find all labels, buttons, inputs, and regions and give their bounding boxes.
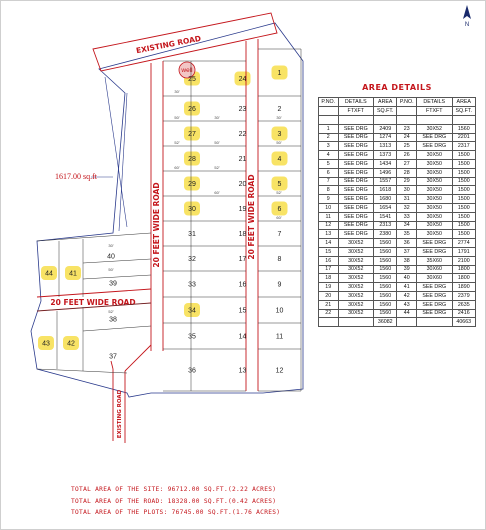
table-cell: SEE DRG [417, 283, 453, 292]
plot-number-29: 29 [188, 181, 196, 188]
plot-number-15: 15 [238, 307, 247, 315]
table-cell: 2635 [452, 300, 475, 309]
table-cell: 32 [397, 203, 417, 212]
plot-number-30: 30 [188, 206, 196, 213]
plot-number-42: 42 [67, 340, 75, 348]
plot-number-25: 25 [188, 76, 196, 83]
table-cell: 36082 [374, 318, 397, 327]
plot-number-6: 6 [277, 206, 282, 213]
table-cell: 34 [397, 221, 417, 230]
table-header-cell: SQ.FT. [374, 107, 397, 116]
table-cell: 1560 [374, 265, 397, 274]
plot-boundary-line [83, 259, 151, 263]
table-cell: 1560 [374, 291, 397, 300]
table-cell [397, 116, 417, 125]
table-cell: 1274 [374, 133, 397, 142]
table-cell [417, 318, 453, 327]
table-cell: 1500 [452, 195, 475, 204]
table-row [319, 212, 476, 221]
plot-number-36: 36 [188, 367, 196, 375]
table-cell: 8 [319, 186, 339, 195]
table-cell: 1313 [374, 142, 397, 151]
table-cell: 1890 [452, 283, 475, 292]
table-cell: 30X50 [417, 212, 453, 221]
table-cell: SEE DRG [417, 291, 453, 300]
dimension-mark: 52' [108, 309, 114, 314]
table-header-cell [397, 107, 417, 116]
table-header-cell: DETAILS [338, 98, 374, 107]
plot-number-41: 41 [69, 270, 77, 278]
table-cell: SEE DRG [338, 159, 374, 168]
table-row [319, 168, 476, 177]
adjacent-land [55, 77, 127, 231]
table-cell: 30X50 [417, 230, 453, 239]
table-cell: 1500 [452, 203, 475, 212]
table-cell: 41 [397, 283, 417, 292]
table-cell: SEE DRG [338, 230, 374, 239]
table-cell: 13 [319, 230, 339, 239]
table-cell: 35X60 [417, 256, 453, 265]
table-cell: 40 [397, 274, 417, 283]
table-cell: 26 [397, 151, 417, 160]
table-cell: 9 [319, 195, 339, 204]
table-cell: 30X52 [338, 291, 374, 300]
table-row [319, 124, 476, 133]
table-cell: 30X52 [338, 265, 374, 274]
table-row [319, 283, 476, 292]
table-cell: 40663 [452, 318, 475, 327]
vertical-road-left-label: 20 FEET WIDE ROAD [152, 182, 161, 268]
table-header-cell [319, 107, 339, 116]
dimension-mark: 52' [214, 165, 220, 170]
table-row [319, 309, 476, 318]
table-cell: SEE DRG [338, 195, 374, 204]
plot-number-10: 10 [275, 307, 284, 315]
plot-number-26: 26 [188, 106, 196, 113]
table-cell: SEE DRG [338, 142, 374, 151]
plot-number-20: 20 [238, 181, 247, 188]
plot-number-22: 22 [238, 131, 247, 138]
table-cell: 1557 [374, 177, 397, 186]
table-cell: 2 [319, 133, 339, 142]
table-cell: 30X50 [417, 177, 453, 186]
table-row [319, 239, 476, 248]
table-row [319, 177, 476, 186]
plot-number-24: 24 [238, 76, 247, 83]
table-cell: 1560 [452, 124, 475, 133]
table-header-row [319, 98, 476, 107]
table-cell: SEE DRG [338, 168, 374, 177]
existing-road-bottom-label: EXISTING ROAD [117, 389, 123, 439]
table-cell: 30X50 [417, 168, 453, 177]
table-row [319, 159, 476, 168]
dimension-mark: 30' [276, 115, 282, 120]
table-cell: SEE DRG [417, 133, 453, 142]
vertical-road-right-label: 20 FEET WIDE ROAD [247, 174, 256, 260]
table-cell: 1496 [374, 168, 397, 177]
plot-number-39: 39 [109, 280, 117, 288]
table-cell: 22 [319, 309, 339, 318]
table-cell: 1500 [452, 159, 475, 168]
table-row [319, 186, 476, 195]
table-cell: 30X50 [417, 159, 453, 168]
dimension-mark: 30' [174, 89, 180, 94]
table-cell: 1560 [374, 283, 397, 292]
table-cell: 4 [319, 151, 339, 160]
table-cell: 21 [319, 300, 339, 309]
table-header-cell: AREA [452, 98, 475, 107]
plot-number-3: 3 [277, 131, 282, 138]
table-cell: 1560 [374, 300, 397, 309]
table-cell: 12 [319, 221, 339, 230]
well-label: well [181, 67, 193, 74]
plot-number-7: 7 [277, 231, 282, 238]
dimension-mark: 60' [174, 165, 180, 170]
table-cell [319, 116, 339, 125]
table-row [319, 291, 476, 300]
horizontal-road [37, 289, 151, 311]
table-cell: 1560 [374, 256, 397, 265]
table-cell: 1560 [374, 274, 397, 283]
table-row [319, 195, 476, 204]
table-cell: 25 [397, 142, 417, 151]
table-row [319, 265, 476, 274]
plot-number-16: 16 [238, 281, 247, 289]
area-summary [71, 484, 280, 519]
vertical-road-right [246, 39, 258, 391]
plot-boundary-line [83, 275, 151, 279]
table-subheader-row [319, 107, 476, 116]
table-cell: 1500 [452, 212, 475, 221]
road-area-total: TOTAL AREA OF THE ROAD: 18328.00 SQ.FT.(0.42 ACRES) [71, 497, 277, 505]
table-header-cell: FTXFT [338, 107, 374, 116]
table-cell: 33 [397, 212, 417, 221]
table-cell: 30X60 [417, 274, 453, 283]
table-cell: 1654 [374, 203, 397, 212]
plot-number-31: 31 [188, 231, 196, 238]
table-cell: 2379 [452, 291, 475, 300]
plot-number-19: 19 [238, 206, 247, 213]
table-cell: 11 [319, 212, 339, 221]
table-row [319, 203, 476, 212]
plot-number-28: 28 [188, 156, 196, 163]
plot-number-1: 1 [277, 70, 282, 77]
plot-number-38: 38 [109, 316, 117, 324]
table-cell: SEE DRG [417, 309, 453, 318]
table-cell: 30X50 [417, 221, 453, 230]
site-area-total: TOTAL AREA OF THE SITE: 96712.00 SQ.FT.(2.22 ACRES) [71, 486, 277, 493]
compass-label: N [464, 22, 470, 27]
plot-number-12: 12 [275, 367, 284, 375]
dimension-mark: 50' [108, 267, 114, 272]
table-cell: 42 [397, 291, 417, 300]
table-cell: 44 [397, 309, 417, 318]
table-row [319, 133, 476, 142]
table-cell: 1500 [452, 177, 475, 186]
table-cell: 24 [397, 133, 417, 142]
plot-number-32: 32 [188, 256, 196, 263]
table-cell: 1560 [374, 309, 397, 318]
table-cell: 19 [319, 283, 339, 292]
table-cell: 1680 [374, 195, 397, 204]
plot-number-43: 43 [42, 340, 50, 348]
table-cell: 6 [319, 168, 339, 177]
table-cell: 2201 [452, 133, 475, 142]
table-cell: 30X52 [338, 247, 374, 256]
table-cell: 16 [319, 256, 339, 265]
plot-boundary-line [37, 233, 151, 241]
table-spacer-row [319, 116, 476, 125]
table-cell: 1791 [452, 247, 475, 256]
table-cell [338, 318, 374, 327]
dimension-mark: 60' [214, 190, 220, 195]
dimension-mark: 30' [214, 115, 220, 120]
table-row [319, 256, 476, 265]
table-row [319, 247, 476, 256]
table-cell: 1500 [452, 221, 475, 230]
table-cell: 15 [319, 247, 339, 256]
table-cell [338, 116, 374, 125]
table-cell: 30X60 [417, 265, 453, 274]
table-cell: SEE DRG [417, 239, 453, 248]
table-cell: 2100 [452, 256, 475, 265]
table-cell: 30X52 [338, 309, 374, 318]
table-cell: 5 [319, 159, 339, 168]
table-cell: 1618 [374, 186, 397, 195]
existing-road-top-label: EXISTING ROAD [135, 33, 202, 56]
table-cell: 7 [319, 177, 339, 186]
table-header-cell: SQ.FT. [452, 107, 475, 116]
table-cell: 37 [397, 247, 417, 256]
table-cell: 1500 [452, 186, 475, 195]
table-cell: SEE DRG [338, 177, 374, 186]
plot-number-13: 13 [238, 367, 247, 375]
table-cell: 30X52 [338, 283, 374, 292]
table-cell: 30X52 [338, 239, 374, 248]
table-cell: 18 [319, 274, 339, 283]
table-row [319, 142, 476, 151]
table-cell: 36 [397, 239, 417, 248]
table-row [319, 230, 476, 239]
adjacent-area-label: 1617.00 sq.ft [55, 172, 97, 181]
plot-number-27: 27 [188, 131, 196, 138]
table-cell: 30X52 [338, 256, 374, 265]
vertical-road-left [151, 61, 163, 351]
table-cell [417, 116, 453, 125]
dimension-mark: 60' [276, 215, 282, 220]
table-cell: 30X52 [338, 300, 374, 309]
table-cell: 1560 [374, 247, 397, 256]
table-cell: 20 [319, 291, 339, 300]
table-cell: 35 [397, 230, 417, 239]
table-cell: SEE DRG [338, 151, 374, 160]
plots-area-total: TOTAL AREA OF THE PLOTS: 76745.00 SQ.FT.(1.76 ACRES) [71, 509, 281, 516]
table-cell: 29 [397, 177, 417, 186]
table-cell [374, 116, 397, 125]
plot-number-44: 44 [45, 270, 53, 278]
table-cell: 1500 [452, 168, 475, 177]
table-cell: 39 [397, 265, 417, 274]
table-row [319, 151, 476, 160]
dimension-mark: 50' [174, 115, 180, 120]
table-cell: 23 [397, 124, 417, 133]
table-cell: 2416 [452, 309, 475, 318]
plot-number-34: 34 [188, 307, 196, 315]
table-cell: 27 [397, 159, 417, 168]
dimension-mark: 30' [108, 243, 114, 248]
plot-number-35: 35 [188, 333, 196, 341]
table-row [319, 300, 476, 309]
area-details-title: AREA DETAILS [362, 83, 432, 92]
table-cell [452, 116, 475, 125]
horizontal-road-label: 20 FEET WIDE ROAD [50, 298, 136, 307]
plot-number-18: 18 [238, 231, 247, 238]
table-cell: 43 [397, 300, 417, 309]
plot-boundary-line [83, 326, 151, 331]
table-cell: 17 [319, 265, 339, 274]
plot-number-5: 5 [277, 181, 282, 188]
plot-number-37: 37 [109, 353, 117, 361]
table-cell: 30X50 [417, 203, 453, 212]
table-cell: SEE DRG [338, 133, 374, 142]
table-cell: 1800 [452, 274, 475, 283]
table-cell: 30X50 [417, 195, 453, 204]
table-cell: 30X50 [417, 151, 453, 160]
table-cell: 2409 [374, 124, 397, 133]
plot-number-23: 23 [238, 106, 247, 113]
table-cell: 10 [319, 203, 339, 212]
plot-number-4: 4 [277, 156, 282, 163]
table-row [319, 274, 476, 283]
table-cell: 30 [397, 186, 417, 195]
table-cell: SEE DRG [338, 124, 374, 133]
table-cell: 1500 [452, 151, 475, 160]
table-cell: 3 [319, 142, 339, 151]
table-cell: 2774 [452, 239, 475, 248]
table-cell: SEE DRG [338, 203, 374, 212]
table-cell: 1500 [452, 230, 475, 239]
table-cell: 2380 [374, 230, 397, 239]
table-header-cell: DETAILS [417, 98, 453, 107]
table-cell: 2313 [374, 221, 397, 230]
table-cell: 1 [319, 124, 339, 133]
plot-number-40: 40 [107, 253, 115, 261]
table-cell: 30X50 [417, 186, 453, 195]
table-cell: 28 [397, 168, 417, 177]
table-header-cell: P.NO. [397, 98, 417, 107]
table-cell: 1373 [374, 151, 397, 160]
table-cell: 1800 [452, 265, 475, 274]
table-cell: SEE DRG [417, 142, 453, 151]
table-cell [397, 318, 417, 327]
plot-number-33: 33 [188, 281, 196, 289]
table-cell: 2317 [452, 142, 475, 151]
table-cell: 30X52 [338, 274, 374, 283]
table-cell: 31 [397, 195, 417, 204]
plot-number-9: 9 [277, 281, 282, 289]
dimension-mark: 52' [276, 190, 282, 195]
table-cell: SEE DRG [338, 212, 374, 221]
table-cell: 1434 [374, 159, 397, 168]
dimension-mark: 50' [214, 140, 220, 145]
area-details-table [318, 97, 476, 327]
table-cell: SEE DRG [338, 186, 374, 195]
plot-number-11: 11 [275, 333, 284, 341]
table-cell: 14 [319, 239, 339, 248]
table-header-cell: FTXFT [417, 107, 453, 116]
dimension-mark: 50' [276, 140, 282, 145]
table-cell: 1560 [374, 239, 397, 248]
table-cell: 1541 [374, 212, 397, 221]
plot-number-21: 21 [238, 156, 247, 163]
table-cell: SEE DRG [417, 300, 453, 309]
table-row [319, 221, 476, 230]
table-cell: 30X52 [417, 124, 453, 133]
table-cell [319, 318, 339, 327]
plot-number-2: 2 [277, 106, 282, 113]
dimension-mark: 52' [174, 140, 180, 145]
table-total-row [319, 318, 476, 327]
table-cell: 38 [397, 256, 417, 265]
table-cell: SEE DRG [338, 221, 374, 230]
table-header-cell: AREA [374, 98, 397, 107]
plot-number-17: 17 [238, 256, 247, 263]
table-header-cell: P.NO. [319, 98, 339, 107]
table-cell: SEE DRG [417, 247, 453, 256]
plot-number-8: 8 [277, 256, 282, 263]
plot-number-14: 14 [238, 333, 247, 341]
